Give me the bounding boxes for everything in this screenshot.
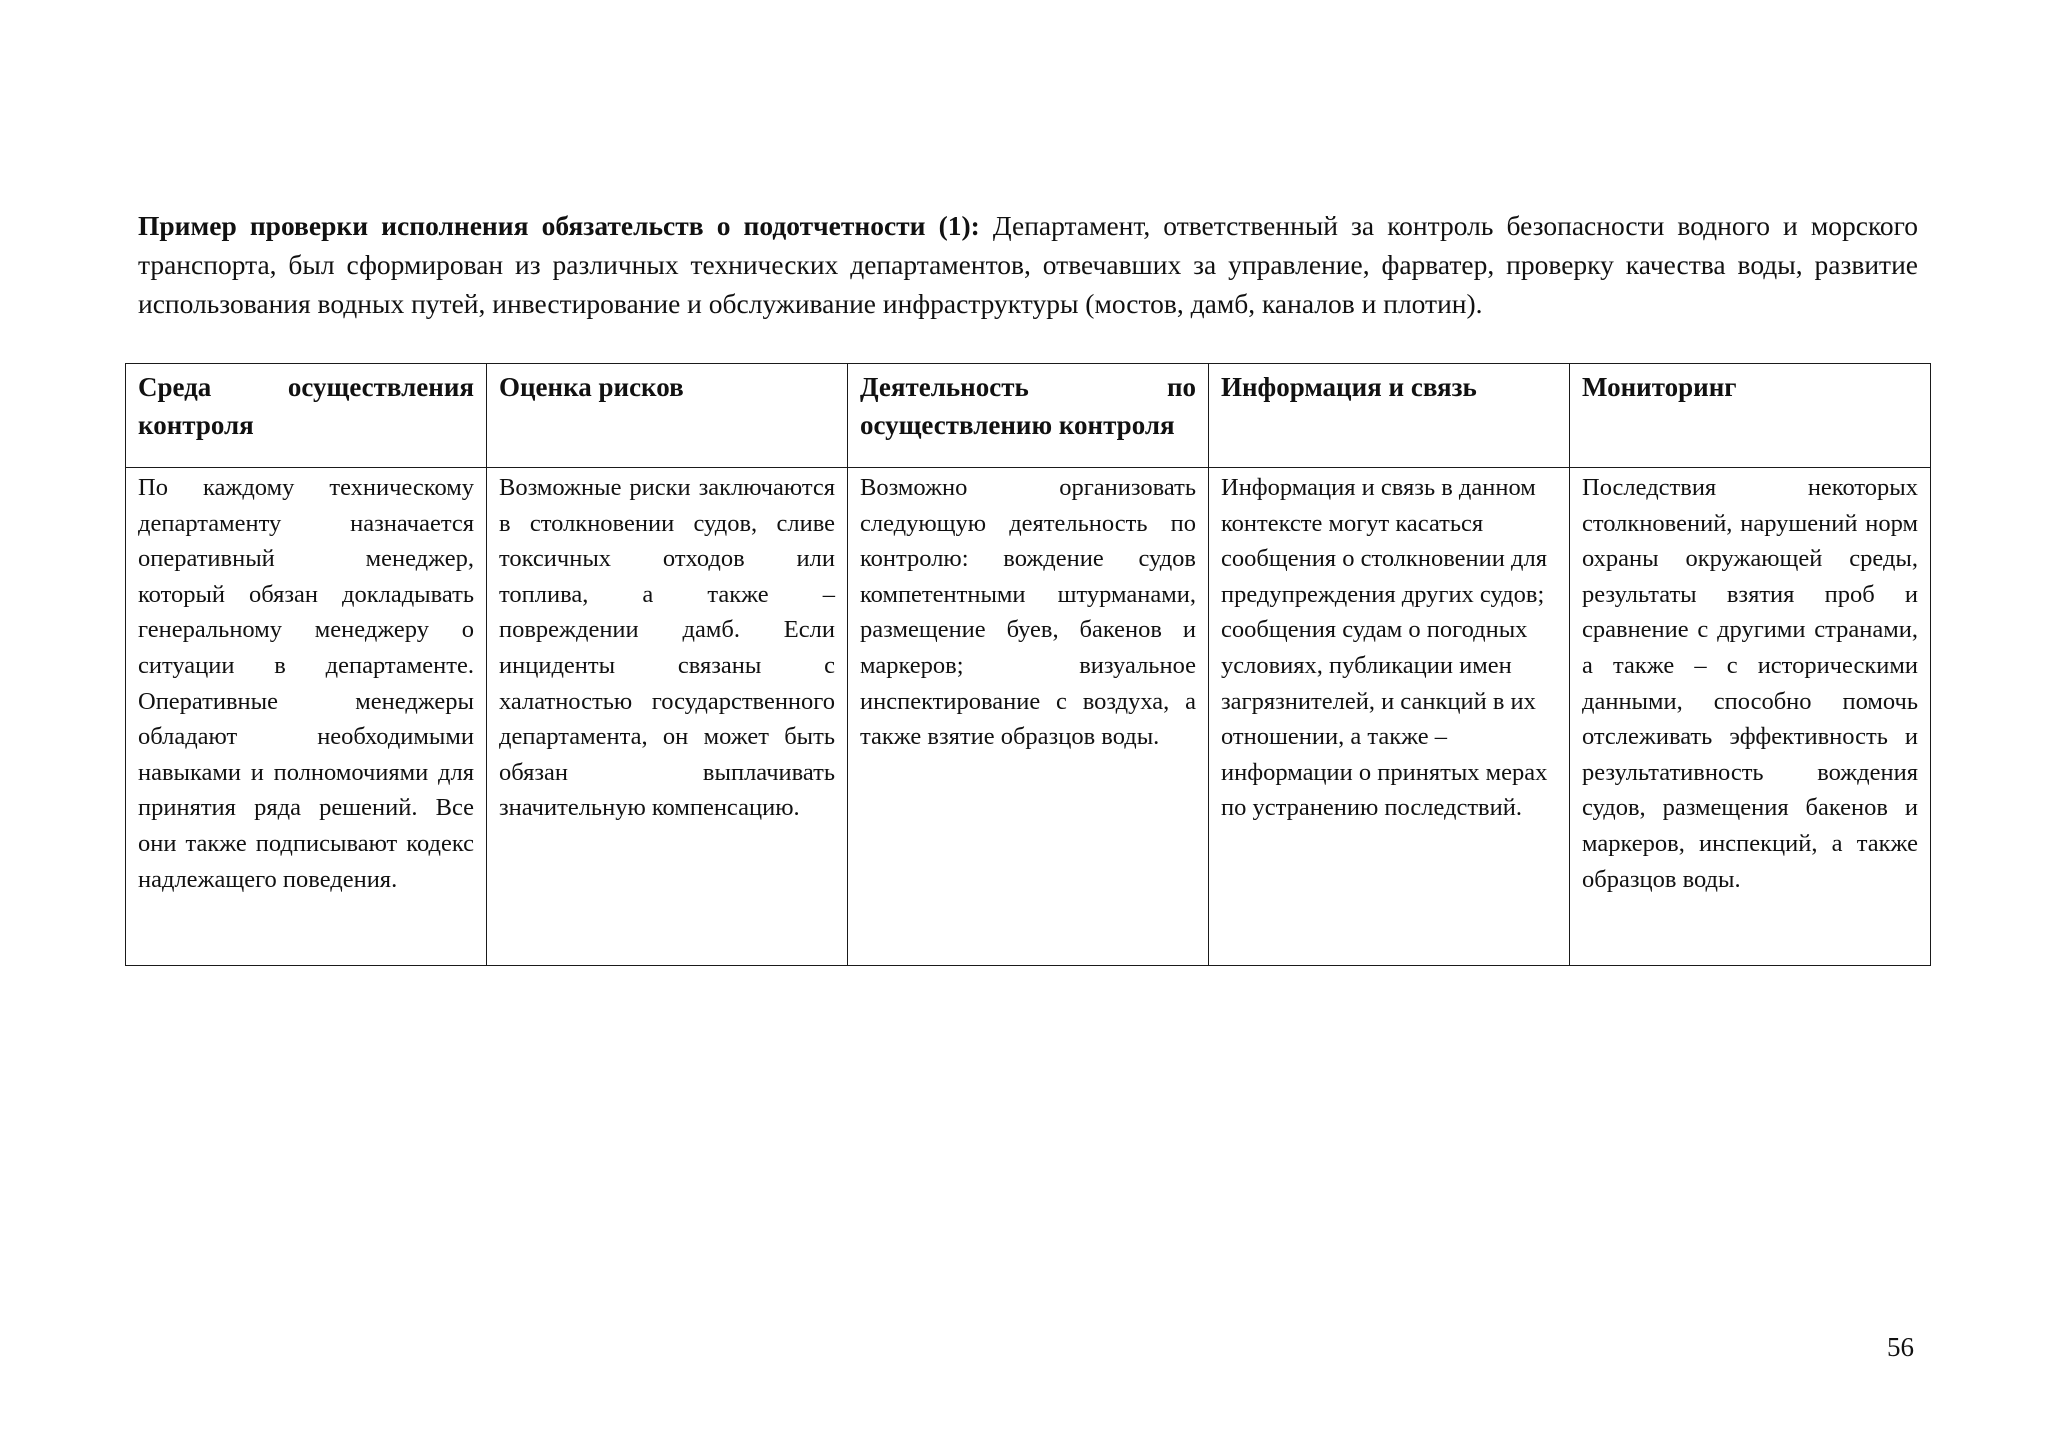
cell-risk-assessment: Возможные риски заключаются в столкновении судов, сливе токсичных отходов или топлива, а также – повреждении дамб. Если инциденты связаны с халатностью государственного департамента, он может быть обязан выплачивать значительную компенсацию. xyxy=(487,468,848,966)
header-information-communication: Информация и связь xyxy=(1209,364,1570,468)
header-control-activities: Деятельность по осуществлению контроля xyxy=(848,364,1209,468)
header-monitoring: Мониторинг xyxy=(1570,364,1931,468)
intro-paragraph xyxy=(138,206,1918,323)
header-risk-assessment: Оценка рисков xyxy=(487,364,848,468)
cell-monitoring: Последствия некоторых столкновений, нарушений норм охраны окружающей среды, результаты взятия проб и сравнение с другими странами, а также – с историческими данными, способно помочь отслеживать эффективность и результативность вождения судов, размещения бакенов и маркеров, инспекций, а также образцов воды. xyxy=(1570,468,1931,966)
page-number: 56 xyxy=(1887,1332,1914,1362)
cell-control-environment: По каждому техническому департаменту назначается оперативный менеджер, который обязан докладывать генеральному менеджеру о ситуации в департаменте. Оперативные менеджеры обладают необходимыми навыками и полномочиями для принятия ряда решений. Все они также подписывают кодекс надлежащего поведения. xyxy=(126,468,487,966)
header-control-environment: Среда осуществления контроля xyxy=(126,364,487,468)
cell-information-communication: Информация и связь в данном контексте могут касаться сообщения о столкновении для предупреждения других судов; сообщения судам о погодных условиях, публикации имен загрязнителей, и санкций в их отношении, а также – информации о принятых мерах по устранению последствий. xyxy=(1209,468,1570,966)
cell-control-activities: Возможно организовать следующую деятельность по контролю: вождение судов компетентными штурманами, размещение буев, бакенов и маркеров; визуальное инспектирование с воздуха, а также взятие образцов воды. xyxy=(848,468,1209,966)
table-row xyxy=(126,468,1931,966)
table-header-row xyxy=(126,364,1931,468)
intro-text: Департамент, ответственный за контроль безопасности водного и морского транспорта, был сформирован из различных технических департаментов, отвечавших за управление, фарватер, проверку качества воды, развитие использования водных путей, инвестирование и обслуживание инфраструктуры (мостов, дамб, каналов и плотин). xyxy=(138,210,1919,319)
internal-control-table xyxy=(125,363,1931,966)
intro-bold-lead: Пример проверки исполнения обязательств о подотчетности (1): xyxy=(138,210,980,241)
